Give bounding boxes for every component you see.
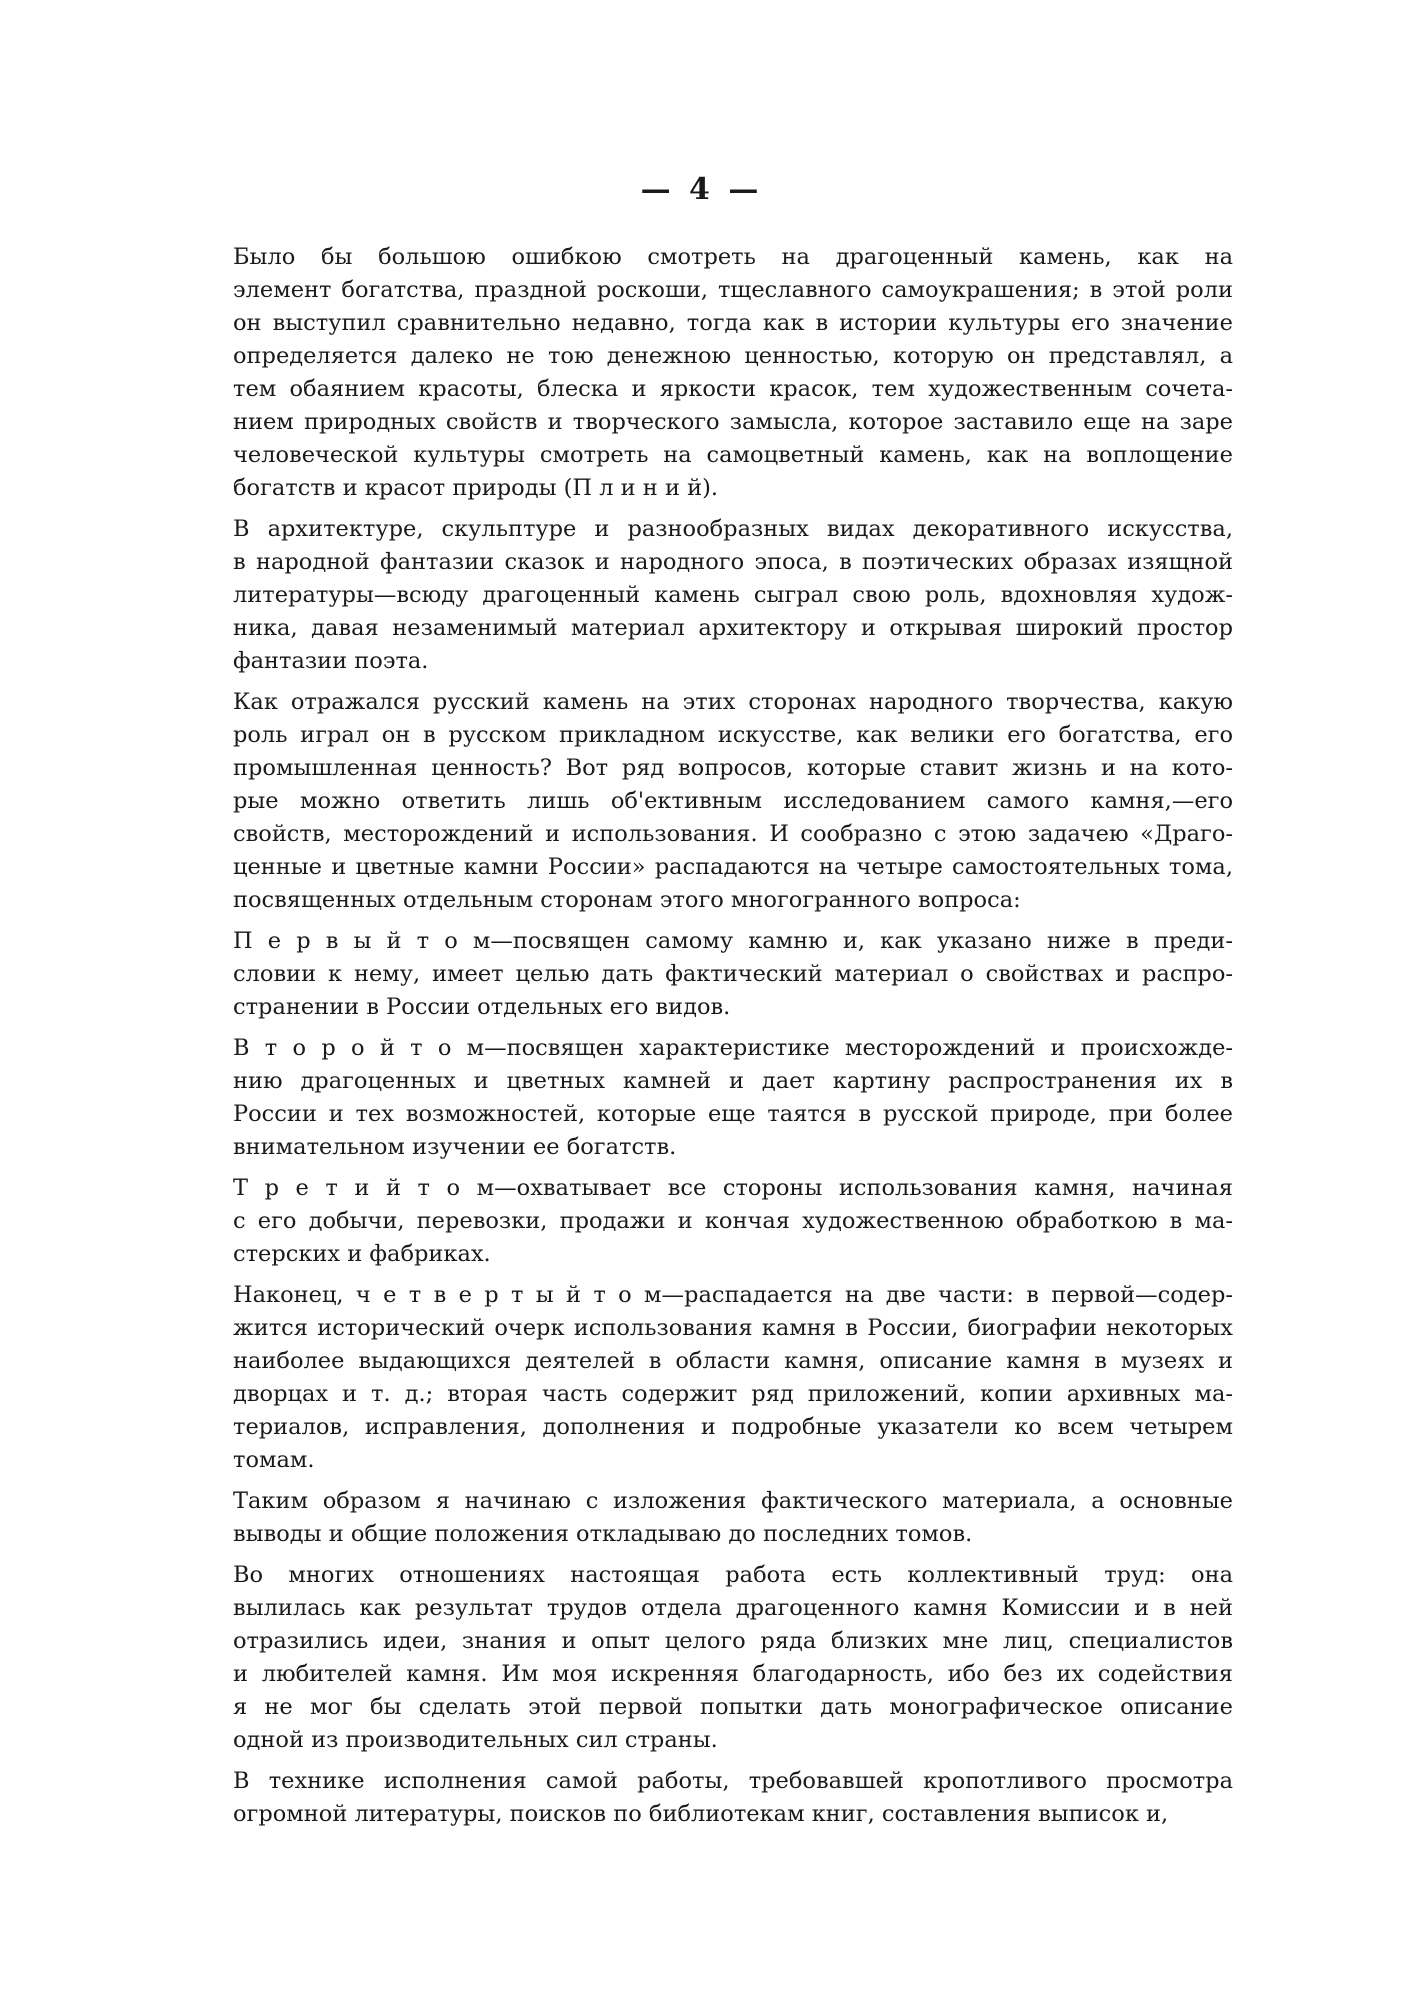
text-line: странении в России отдельных его видов. — [233, 994, 731, 1020]
text-line: свойств, месторождений и использования. И сообразно с этою задачею «Драго- — [233, 821, 1233, 847]
text-line: выводы и общие положения откладываю до последних томов. — [233, 1521, 973, 1547]
text-line: он выступил сравнительно недавно, тогда как в истории культуры его значение — [233, 310, 1233, 336]
paragraph — [233, 1765, 1233, 1831]
text-line: человеческой культуры смотреть на самоцветный камень, как на воплощение — [233, 442, 1233, 468]
text-line: томам. — [233, 1447, 315, 1473]
text-line: Было бы большою ошибкою смотреть на драгоценный камень, как на — [233, 244, 1233, 270]
text-line: элемент богатства, праздной роскоши, тщеславного самоукрашения; в этой роли — [233, 277, 1233, 303]
text-line: В технике исполнения самой работы, требовавшей кропотливого просмотра — [233, 1768, 1233, 1794]
text-line: Наконец, ч е т в е р т ы й т о м—распадается на две части: в первой—содер- — [233, 1282, 1233, 1308]
text-line: фантазии поэта. — [233, 648, 429, 674]
text-line: России и тех возможностей, которые еще таятся в русской природе, при более — [233, 1101, 1233, 1127]
paragraph — [233, 241, 1233, 505]
text-line: дворцах и т. д.; вторая часть содержит ряд приложений, копии архивных ма- — [233, 1381, 1233, 1407]
text-line: и любителей камня. Им моя искренняя благодарность, ибо без их содействия — [233, 1661, 1233, 1687]
text-line: жится исторический очерк использования камня в России, биографии некоторых — [233, 1315, 1233, 1341]
text-line: териалов, исправления, дополнения и подробные указатели ко всем четырем — [233, 1414, 1233, 1440]
text-line: литературы—всюду драгоценный камень сыграл свою роль, вдохновляя худож- — [233, 582, 1233, 608]
text-line: тем обаянием красоты, блеска и яркости красок, тем художественным сочета- — [233, 376, 1233, 402]
text-line: внимательном изучении ее богатств. — [233, 1134, 677, 1160]
paragraph — [233, 925, 1233, 1024]
text-line: с его добычи, перевозки, продажи и кончая художественною обработкою в ма- — [233, 1208, 1233, 1234]
document-page — [233, 172, 1233, 1839]
text-line: П е р в ы й т о м—посвящен самому камню и, как указано ниже в преди- — [233, 928, 1233, 954]
text-line: определяется далеко не тою денежною ценностью, которую он представлял, а — [233, 343, 1233, 369]
paragraph — [233, 1172, 1233, 1271]
page-number: — 4 — — [640, 172, 763, 207]
text-line: Во многих отношениях настоящая работа есть коллективный труд: она — [233, 1562, 1233, 1588]
text-line: словии к нему, имеет целью дать фактический материал о свойствах и распро- — [233, 961, 1233, 987]
text-line: в народной фантазии сказок и народного эпоса, в поэтических образах изящной — [233, 549, 1233, 575]
paragraph — [233, 1032, 1233, 1164]
paragraph — [233, 513, 1233, 678]
text-line: В архитектуре, скульптуре и разнообразных видах декоративного искусства, — [233, 516, 1233, 542]
text-line: ника, давая незаменимый материал архитектору и открывая широкий простор — [233, 615, 1233, 641]
text-line: рые можно ответить лишь об'ективным исследованием самого камня,—его — [233, 788, 1233, 814]
paragraph — [233, 1559, 1233, 1757]
text-line: Т р е т и й т о м—охватывает все стороны использования камня, начиная — [233, 1175, 1233, 1201]
text-line: Как отражался русский камень на этих сторонах народного творчества, какую — [233, 689, 1233, 715]
body-text — [233, 241, 1233, 1831]
text-line: ценные и цветные камни России» распадаются на четыре самостоятельных тома, — [233, 854, 1233, 880]
text-line: роль играл он в русском прикладном искусстве, как велики его богатства, его — [233, 722, 1233, 748]
text-line: В т о р о й т о м—посвящен характеристике месторождений и происхожде- — [233, 1035, 1233, 1061]
text-line: я не мог бы сделать этой первой попытки дать монографическое описание — [233, 1694, 1233, 1720]
text-line: нию драгоценных и цветных камней и дает картину распространения их в — [233, 1068, 1233, 1094]
paragraph — [233, 1279, 1233, 1477]
text-line: одной из производительных сил страны. — [233, 1727, 718, 1753]
text-line: промышленная ценность? Вот ряд вопросов, которые ставит жизнь и на кото- — [233, 755, 1233, 781]
text-line: отразились идеи, знания и опыт целого ряда близких мне лиц, специалистов — [233, 1628, 1233, 1654]
text-line: богатств и красот природы (П л и н и й). — [233, 475, 719, 501]
text-line: посвященных отдельным сторонам этого многогранного вопроса: — [233, 887, 1021, 913]
text-line: вылилась как результат трудов отдела драгоценного камня Комиссии и в ней — [233, 1595, 1233, 1621]
text-line: огромной литературы, поисков по библиотекам книг, составления выписок и, — [233, 1801, 1169, 1827]
paragraph — [233, 1485, 1233, 1551]
text-line: Таким образом я начинаю с изложения фактического материала, а основные — [233, 1488, 1233, 1514]
paragraph — [233, 686, 1233, 917]
text-line: наиболее выдающихся деятелей в области камня, описание камня в музеях и — [233, 1348, 1233, 1374]
text-line: нием природных свойств и творческого замысла, которое заставило еще на заре — [233, 409, 1233, 435]
text-line: стерских и фабриках. — [233, 1241, 491, 1267]
